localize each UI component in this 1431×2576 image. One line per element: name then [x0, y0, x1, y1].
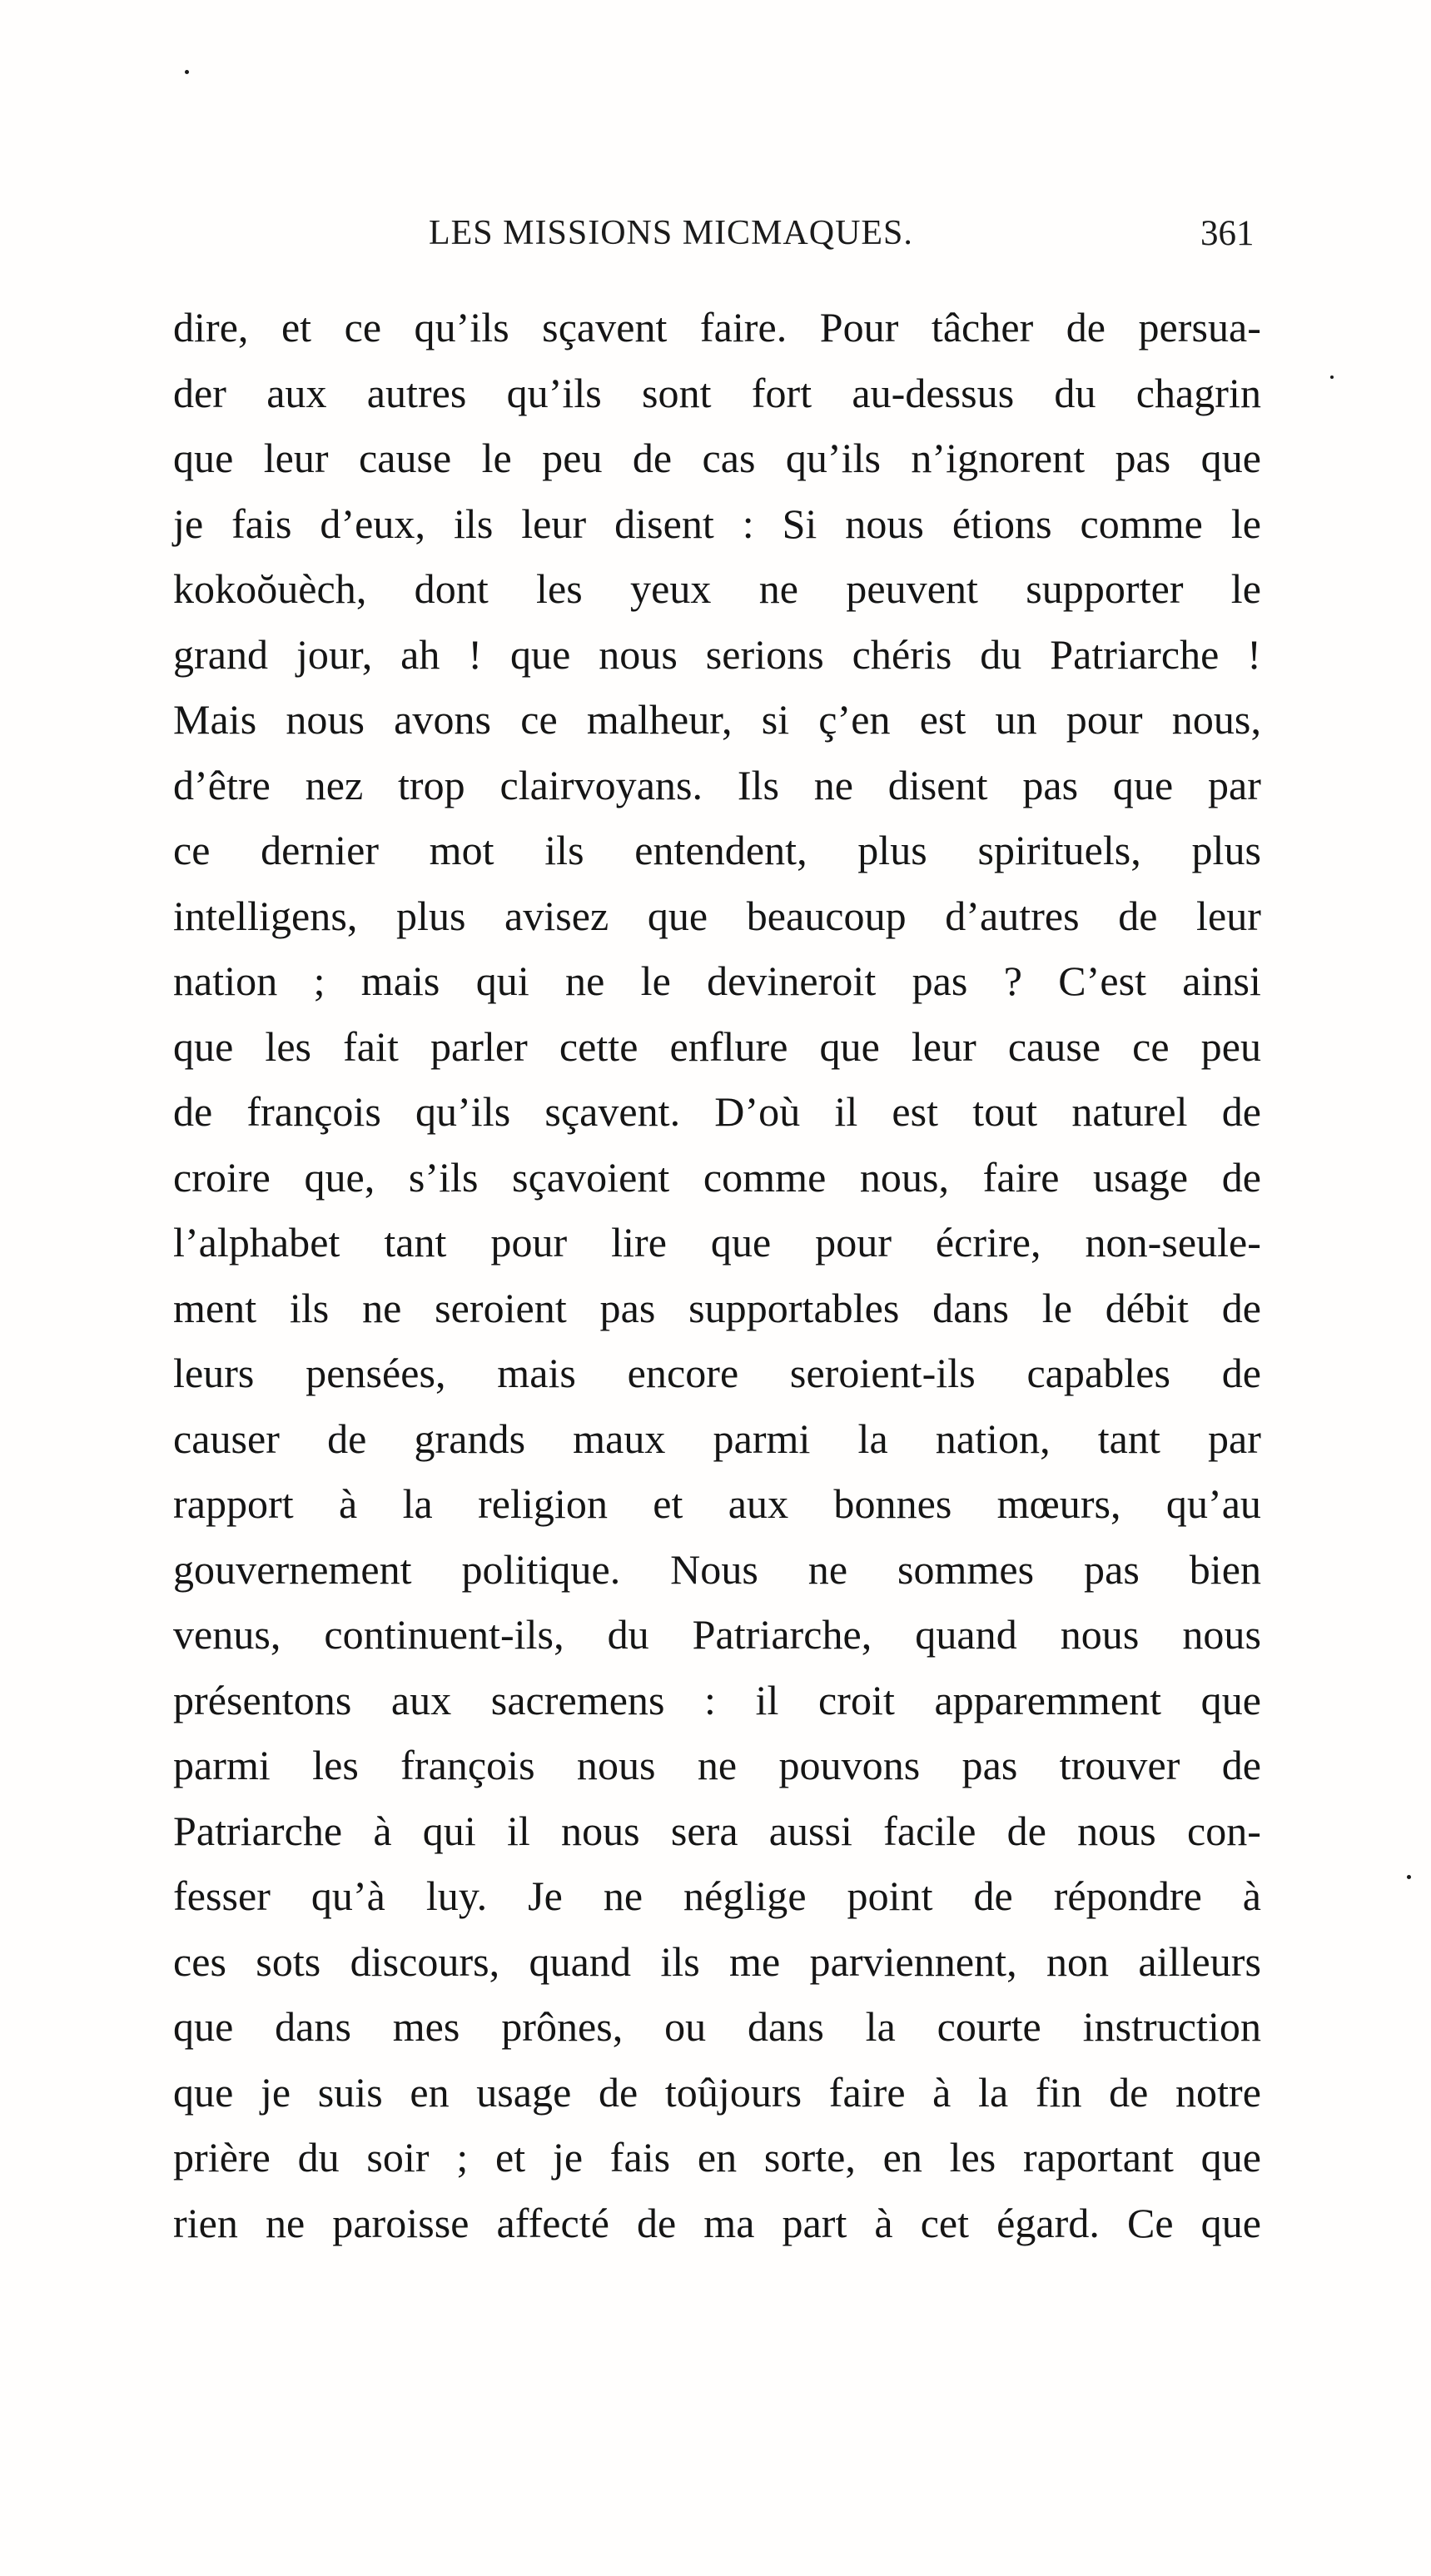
text-line: croire que, s’ils sçavoient comme nous, faire usage de [173, 1153, 1261, 1201]
text-line: que les fait parler cette enflure que leur cause ce peu [173, 1022, 1261, 1070]
running-head [0, 193, 1431, 268]
text-line: que dans mes prônes, ou dans la courte instruction [173, 2003, 1261, 2050]
text-line: de françois qu’ils sçavent. D’où il est tout naturel de [173, 1088, 1261, 1135]
text-line: parmi les françois nous ne pouvons pas trouver de [173, 1742, 1261, 1788]
text-line: rapport à la religion et aux bonnes mœurs, qu’au [173, 1480, 1261, 1527]
text-line: nation ; mais qui ne le devineroit pas ? C’est ainsi [173, 957, 1261, 1004]
text-line: l’alphabet tant pour lire que pour écrire, non-seule- [173, 1219, 1261, 1266]
text-line: prière du soir ; et je fais en sorte, en les raportant que [173, 2134, 1261, 2181]
text-line: leurs pensées, mais encore seroient-ils capables de [173, 1350, 1261, 1396]
text-line: dire, et ce qu’ils sçavent faire. Pour tâcher de persua- [173, 304, 1261, 351]
print-speck-margin [1407, 1875, 1411, 1879]
text-line: causer de grands maux parmi la nation, tant par [173, 1415, 1261, 1462]
body-text [173, 295, 1261, 2255]
text-line: que je suis en usage de toûjours faire à la fin de notre [173, 2068, 1261, 2116]
text-line: Mais nous avons ce malheur, si ç’en est un pour nous, [173, 696, 1261, 743]
text-line: kokoŏuèch, dont les yeux ne peuvent supporter le [173, 565, 1261, 612]
text-line: gouvernement politique. Nous ne sommes pas bien [173, 1545, 1261, 1593]
text-line: ment ils ne seroient pas supportables dans le débit de [173, 1284, 1261, 1331]
text-line: rien ne paroisse affecté de ma part à cet égard. Ce que [173, 2199, 1261, 2246]
text-line: que leur cause le peu de cas qu’ils n’ignorent pas que [173, 435, 1261, 481]
text-line: Patriarche à qui il nous sera aussi facile de nous con- [173, 1807, 1261, 1854]
text-line: venus, continuent-ils, du Patriarche, quand nous nous [173, 1611, 1261, 1658]
page-number: 361 [1200, 214, 1255, 253]
text-line: d’être nez trop clairvoyans. Ils ne disent pas que par [173, 761, 1261, 808]
text-line: présentons aux sacremens : il croit apparemment que [173, 1676, 1261, 1723]
text-line: ces sots discours, quand ils me parviennent, non ailleurs [173, 1937, 1261, 1985]
text-line: grand jour, ah ! que nous serions chéris du Patriarche ! [173, 630, 1261, 678]
text-line: intelligens, plus avisez que beaucoup d’autres de leur [173, 892, 1261, 939]
text-line: fesser qu’à luy. Je ne néglige point de répondre à [173, 1872, 1261, 1919]
running-title: LES MISSIONS MICMAQUES. [429, 214, 913, 252]
text-line: der aux autres qu’ils sont fort au-dessus du chagrin [173, 369, 1261, 416]
print-speck-top [185, 70, 189, 74]
text-line: ce dernier mot ils entendent, plus spirituels, plus [173, 827, 1261, 873]
print-speck-right [1330, 375, 1334, 379]
text-line: je fais d’eux, ils leur disent : Si nous étions comme le [173, 500, 1261, 547]
